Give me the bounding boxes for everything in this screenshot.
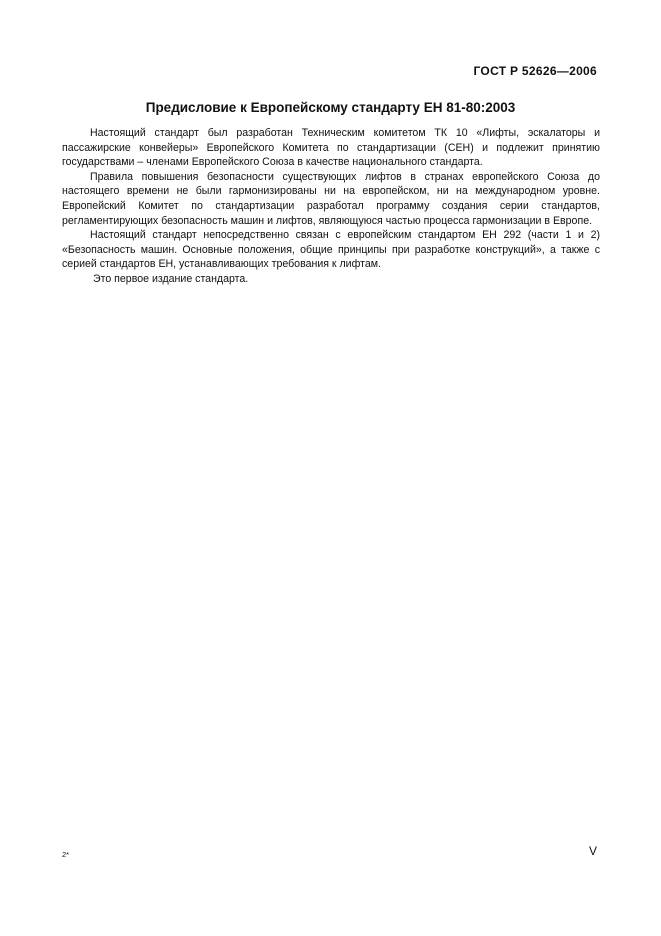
paragraph: Настоящий стандарт был разработан Техническим комитетом ТК 10 «Лифты, эскалаторы и пассажирские конвейеры» Европейского Комитета по стандартизации (СЕН) и подлежит принятию государствами – членами Европейского Союза в качестве национального стандарта. (62, 127, 600, 169)
paragraph: Правила повышения безопасности существующих лифтов в странах европейского Союза до настоящего времени не были гармонизированы ни на европейском, ни на международном уровне. Европейский Комитет по стандартизации разработал программу создания серии стандартов, регламентирующих безопасность машин и лифтов, являющуюся частью процесса гармонизации в Европе. (62, 170, 600, 227)
document-code: ГОСТ Р 52626—2006 (473, 64, 597, 78)
page-number: V (588, 844, 597, 858)
section-title: Предисловие к Европейскому стандарту ЕН 81-80:2003 (145, 100, 516, 115)
paragraph: Настоящий стандарт непосредственно связан с европейским стандартом ЕН 292 (части 1 и 2) «Безопасность машин. Основные положения, общие принципы при разработке конструкций», а также с серией стандартов ЕН, устанавливающих требования к лифтам. (62, 229, 600, 271)
preface-body (62, 126, 600, 287)
sheet-mark: 2* (62, 850, 70, 859)
paragraph: Это первое издание стандарта. (93, 272, 249, 285)
